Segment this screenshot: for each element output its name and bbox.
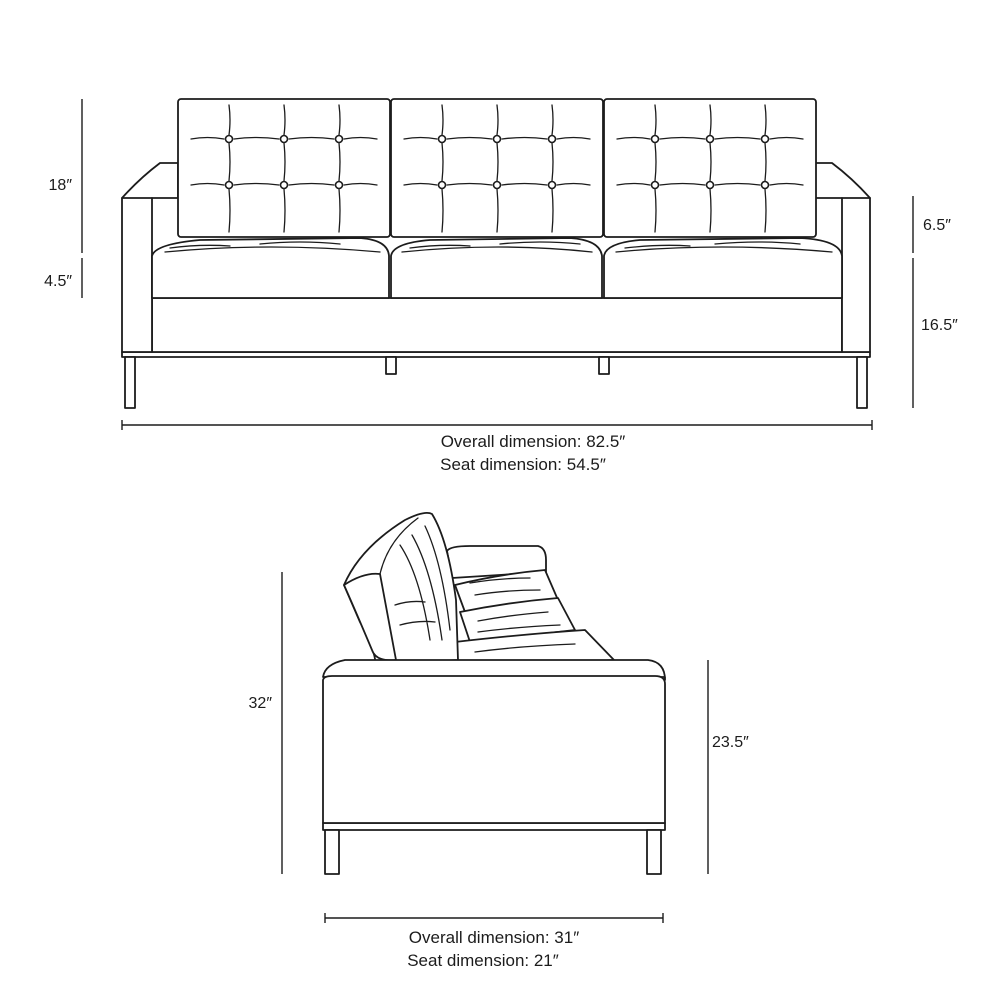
tuft-button-3-1-1 — [652, 136, 659, 143]
side-seat-caption: Seat dimension: 21″ — [407, 951, 559, 970]
label-back-height: 18″ — [48, 177, 72, 194]
label-arm-height: 23.5″ — [712, 734, 749, 751]
tuft-button-1-2-1 — [226, 182, 233, 189]
back-cushion-middle — [391, 99, 603, 237]
tuft-button-3-1-3 — [762, 136, 769, 143]
label-arm-above-seat: 6.5″ — [923, 217, 951, 234]
label-seat-height: 16.5″ — [921, 317, 958, 334]
label-overall-height: 32″ — [248, 695, 272, 712]
front-leg-left — [125, 357, 135, 408]
side-leg-front — [325, 830, 339, 874]
tuft-button-1-2-2 — [281, 182, 288, 189]
back-cushion-right — [604, 99, 816, 237]
label-seat-cushion-height: 4.5″ — [44, 273, 72, 290]
sofa-base — [152, 298, 842, 352]
seat-cushions — [152, 238, 842, 298]
side-base-frame — [323, 823, 665, 830]
front-stub-right — [599, 357, 609, 374]
tuft-button-1-1-1 — [226, 136, 233, 143]
back-cushion-left — [178, 99, 390, 237]
tuft-button-3-2-3 — [762, 182, 769, 189]
front-stub-left — [386, 357, 396, 374]
side-view — [249, 513, 750, 970]
tuft-button-2-2-1 — [439, 182, 446, 189]
front-seat-caption: Seat dimension: 54.5″ — [440, 455, 606, 474]
tuft-button-3-2-1 — [652, 182, 659, 189]
side-body — [323, 676, 665, 823]
tuft-button-1-2-3 — [336, 182, 343, 189]
tuft-button-1-1-2 — [281, 136, 288, 143]
tuft-button-3-1-2 — [707, 136, 714, 143]
tuft-button-2-2-2 — [494, 182, 501, 189]
front-leg-right — [857, 357, 867, 408]
tuft-button-3-2-2 — [707, 182, 714, 189]
side-overall-caption: Overall dimension: 31″ — [408, 928, 580, 947]
tuft-button-1-1-3 — [336, 136, 343, 143]
tuft-button-2-1-2 — [494, 136, 501, 143]
back-cushions — [178, 99, 816, 237]
front-view — [44, 99, 958, 474]
tuft-button-2-1-1 — [439, 136, 446, 143]
front-overall-caption: Overall dimension: 82.5″ — [440, 432, 626, 451]
side-leg-back — [647, 830, 661, 874]
tuft-button-2-2-3 — [549, 182, 556, 189]
tuft-button-2-1-3 — [549, 136, 556, 143]
